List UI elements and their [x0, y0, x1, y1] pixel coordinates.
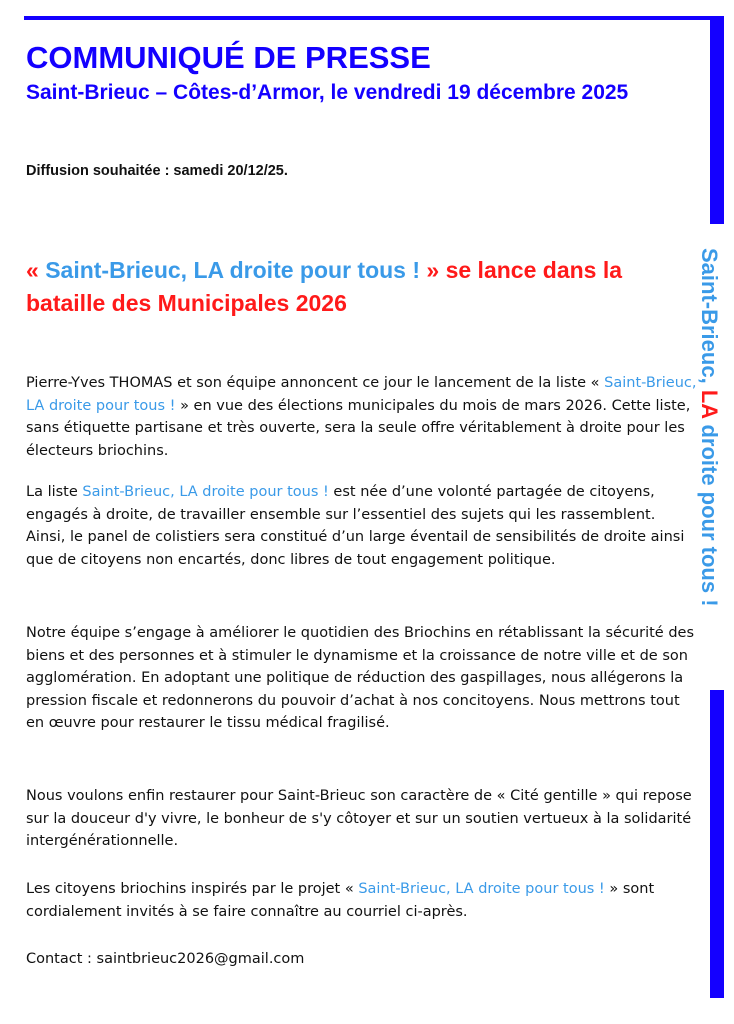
- right-border-bar-top: [710, 16, 724, 224]
- page-title: COMMUNIQUÉ DE PRESSE: [26, 40, 431, 75]
- headline-open-quote: «: [26, 257, 46, 283]
- vertical-slogan-part3: droite pour tous !: [697, 418, 722, 607]
- paragraph-announcement: [26, 372, 698, 462]
- contact-email: saintbrieuc2026@gmail.com: [96, 951, 305, 967]
- paragraph-invitation: [26, 878, 698, 923]
- vertical-slogan-part2: LA: [697, 389, 722, 419]
- paragraph-text: Les citoyens briochins inspirés par le projet «: [26, 881, 359, 897]
- top-border-bar: [24, 16, 724, 20]
- vertical-slogan-part1: Saint-Brieuc,: [697, 248, 722, 390]
- paragraph-text: Pierre-Yves THOMAS et son équipe annoncent ce jour le lancement de la liste «: [26, 375, 605, 391]
- dateline: Saint-Brieuc – Côtes-d’Armor, le vendredi 19 décembre 2025: [26, 81, 629, 104]
- list-name-highlight: Saint-Brieuc, LA droite pour tous !: [358, 881, 605, 897]
- paragraph-text: La liste: [26, 484, 83, 500]
- list-name-highlight: Saint-Brieuc, LA droite pour tous !: [26, 375, 697, 414]
- paragraph-text: » en vue des élections municipales du mois de mars 2026. Cette liste, sans étiquette partisane et très ouverte, sera la seule offre véritablement à droite pour les électeurs briochins.: [26, 397, 691, 459]
- contact-line: [26, 948, 698, 971]
- diffusion-date: Diffusion souhaitée : samedi 20/12/25.: [26, 163, 288, 179]
- vertical-slogan: [696, 248, 722, 607]
- paragraph-text: est née d’une volonté partagée de citoyens, engagés à droite, de travailler ensemble sur l’essentiel des sujets qui les rassemblent. Ainsi, le panel de colistiers sera constitué d’un large éventail de sensibilités de droite ainsi que de citoyens non encartés, donc libres de tout engagement politique.: [26, 484, 685, 568]
- paragraph-cite-gentille: Nous voulons enfin restaurer pour Saint-Brieuc son caractère de « Cité gentille » qui repose sur la douceur d'y vivre, le bonheur de s'y côtoyer et sur un soutien vertueux à la solidarité intergénérationnelle.: [26, 788, 692, 849]
- contact-label: Contact :: [26, 951, 97, 967]
- paragraph-text: » sont cordialement invités à se faire connaître au courriel ci-après.: [26, 881, 655, 920]
- headline: [26, 254, 698, 320]
- headline-rest: » se lance dans la bataille des Municipales 2026: [26, 257, 623, 316]
- right-border-bar-bottom: [710, 690, 724, 998]
- paragraph-commitments: Notre équipe s’engage à améliorer le quotidien des Briochins en rétablissant la sécurité des biens et des personnes et à stimuler le dynamisme et la croissance de notre ville et de son agglomération. En adoptant une politique de réduction des gaspillages, nous allégerons la pression fiscale et redonnerons du pouvoir d’achat à nos concitoyens. Nous mettrons tout en œuvre pour restaurer le tissu médical fragilisé.: [26, 625, 695, 731]
- list-name-highlight: Saint-Brieuc, LA droite pour tous !: [82, 484, 329, 500]
- paragraph-origin: [26, 481, 698, 571]
- headline-list-name: Saint-Brieuc, LA droite pour tous !: [45, 257, 421, 283]
